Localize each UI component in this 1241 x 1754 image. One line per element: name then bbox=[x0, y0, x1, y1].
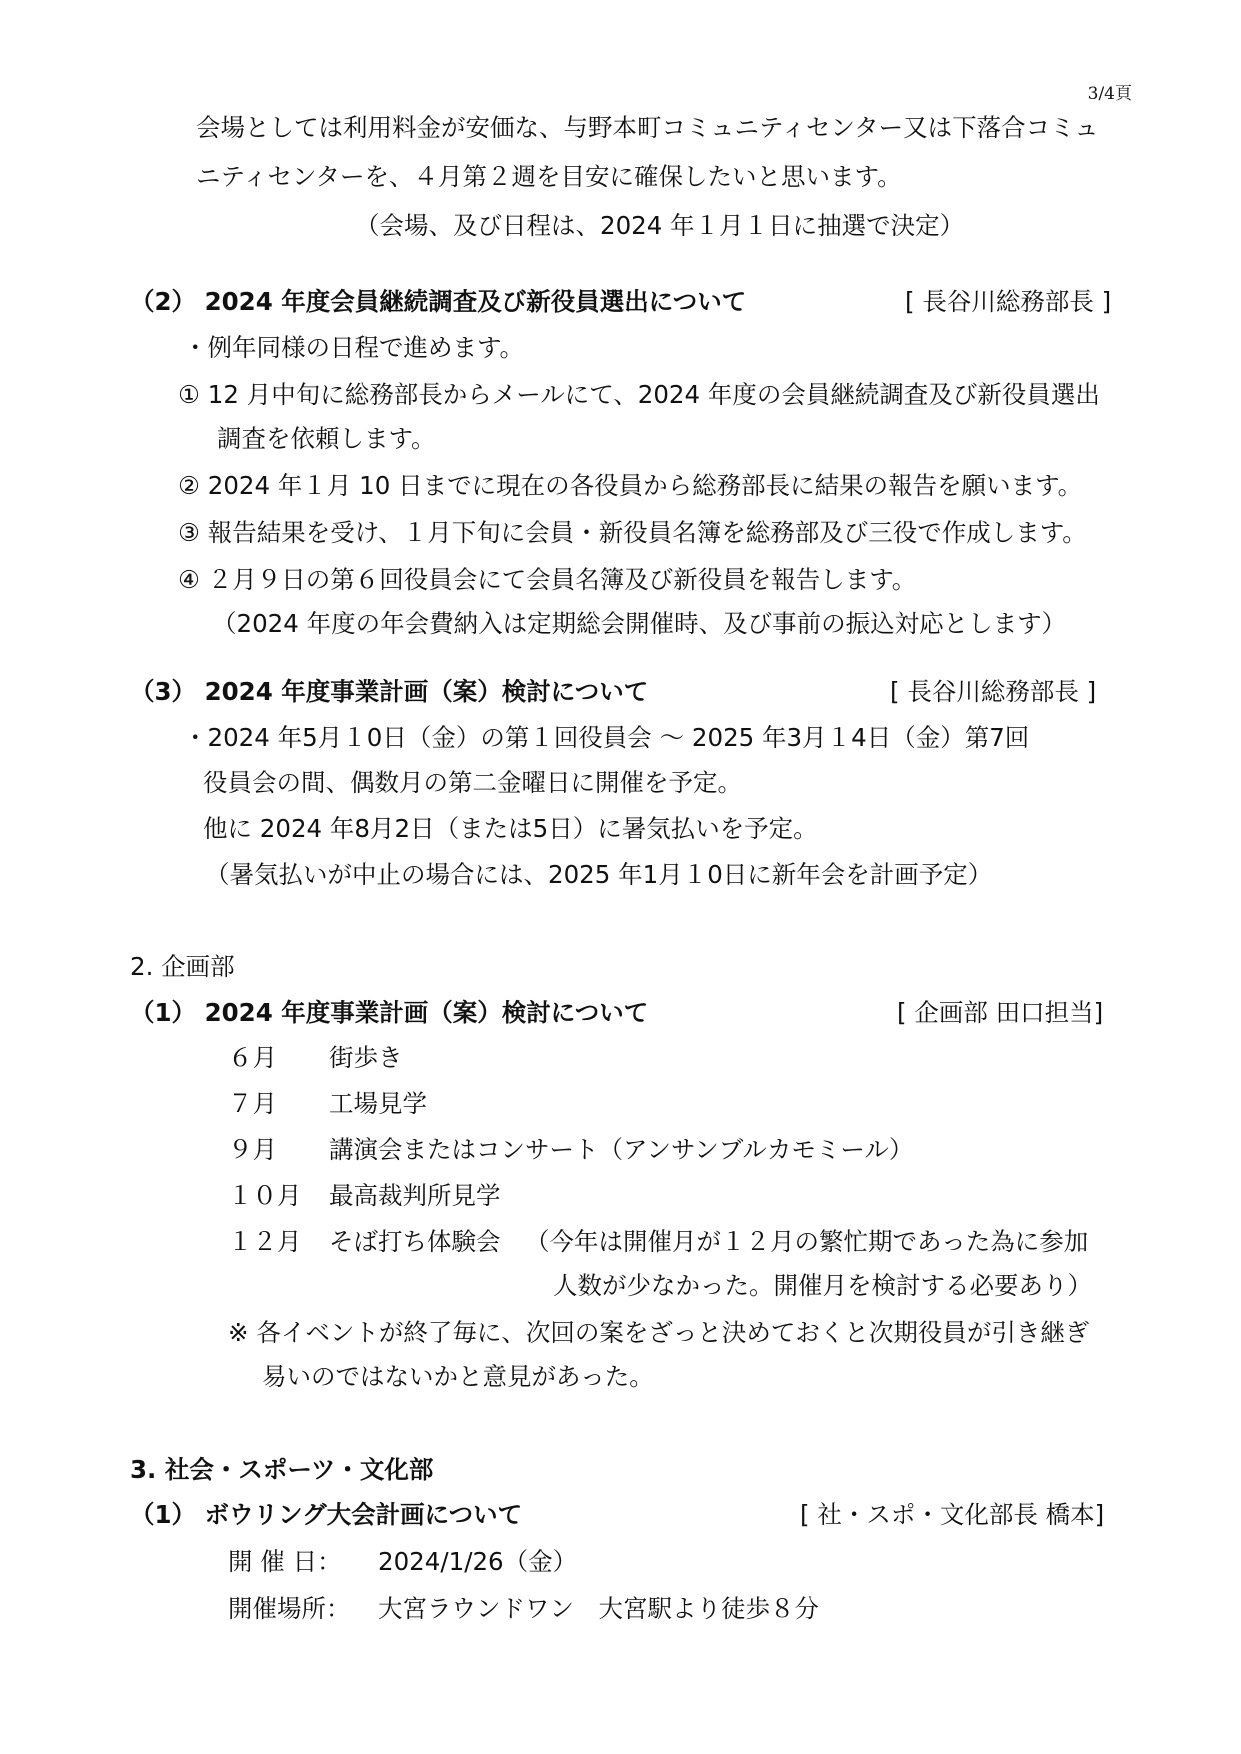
schedule-month: ９月 bbox=[228, 1135, 277, 1164]
event-date-value: 2024/1/26（金） bbox=[378, 1547, 578, 1576]
item2-bullet: ・例年同様の日程で進めます。 bbox=[183, 333, 525, 362]
item2-heading: （2） 2024 年度会員継続調査及び新役員選出について bbox=[130, 287, 747, 316]
item2-step-4: ④ ２月９日の第６回役員会にて会員名簿及び新役員を報告します。 bbox=[178, 565, 917, 594]
schedule-event: 街歩き bbox=[329, 1043, 403, 1072]
schedule-note-1: （今年は開催月が１２月の繁忙期であった為に参加 bbox=[525, 1227, 1089, 1256]
item2-step-3: ③ 報告結果を受け、１月下旬に会員・新役員名簿を総務部及び三役で作成します。 bbox=[178, 518, 1087, 547]
event-venue-label: 開催場所： bbox=[228, 1594, 351, 1623]
intro-line-1: 会場としては利用料金が安価な、与野本町コミュニティセンター又は下落合コミュ bbox=[196, 113, 1099, 142]
section3-owner: [ 社・スポ・文化部長 橋本] bbox=[800, 1500, 1105, 1529]
section2-title: 2. 企画部 bbox=[130, 952, 235, 981]
section3-title: 3. 社会・スポーツ・文化部 bbox=[130, 1455, 434, 1484]
item2-step-2: ② 2024 年１月 10 日までに現在の各役員から総務部長に結果の報告を願います。 bbox=[178, 471, 1083, 500]
item3-line-3: 他に 2024 年8月2日（または5日）に暑気払いを予定。 bbox=[203, 814, 818, 843]
item3-owner: [ 長谷川総務部長 ] bbox=[890, 677, 1097, 706]
section3-heading: （1） ボウリング大会計画について bbox=[130, 1500, 523, 1529]
item2-note: （2024 年度の年会費納入は定期総会開催時、及び事前の振込対応とします） bbox=[212, 609, 1067, 638]
item2-step-1-cont: 調査を依頼します。 bbox=[217, 424, 436, 453]
schedule-event: 工場見学 bbox=[329, 1089, 427, 1118]
schedule-event: そば打ち体験会 bbox=[329, 1227, 501, 1256]
schedule-month: ７月 bbox=[228, 1089, 277, 1118]
schedule-event: 最高裁判所見学 bbox=[329, 1181, 501, 1210]
schedule-month: １０月 bbox=[228, 1181, 302, 1210]
section2-remark-1: ※ 各イベントが終了毎に、次回の案をざっと決めておくと次期役員が引き継ぎ bbox=[228, 1318, 1090, 1347]
item3-line-2: 役員会の間、偶数月の第二金曜日に開催を予定。 bbox=[203, 768, 742, 797]
schedule-month: ６月 bbox=[228, 1043, 277, 1072]
item3-heading: （3） 2024 年度事業計画（案）検討について bbox=[130, 677, 649, 706]
schedule-note-2: 人数が少なかった。開催月を検討する必要あり） bbox=[553, 1271, 1092, 1300]
schedule-month: １２月 bbox=[228, 1227, 302, 1256]
item3-line-1: ・2024 年5月１0日（金）の第１回役員会 ～ 2025 年3月１4日（金）第7回 bbox=[183, 723, 1030, 752]
section2-heading: （1） 2024 年度事業計画（案）検討について bbox=[130, 998, 649, 1027]
intro-note: （会場、及び日程は、2024 年１月１日に抽選で決定） bbox=[355, 211, 965, 240]
schedule-event: 講演会またはコンサート（アンサンブルカモミール） bbox=[329, 1135, 914, 1164]
event-date-label: 開 催 日： bbox=[228, 1547, 342, 1576]
intro-line-2: ニティセンターを、４月第２週を目安に確保したいと思います。 bbox=[196, 162, 902, 191]
section2-owner: [ 企画部 田口担当] bbox=[897, 998, 1104, 1027]
item2-owner: [ 長谷川総務部長 ] bbox=[905, 287, 1112, 316]
event-venue-value: 大宮ラウンドワン 大宮駅より徒歩８分 bbox=[378, 1594, 819, 1623]
item3-note: （暑気払いが中止の場合には、2025 年1月１0日に新年会を計画予定） bbox=[205, 860, 993, 889]
section2-remark-2: 易いのではないかと意見があった。 bbox=[262, 1362, 654, 1391]
page-number: 3/4頁 bbox=[1087, 84, 1132, 104]
item2-step-1: ① 12 月中旬に総務部長からメールにて、2024 年度の会員継続調査及び新役員選出 bbox=[178, 380, 1100, 409]
